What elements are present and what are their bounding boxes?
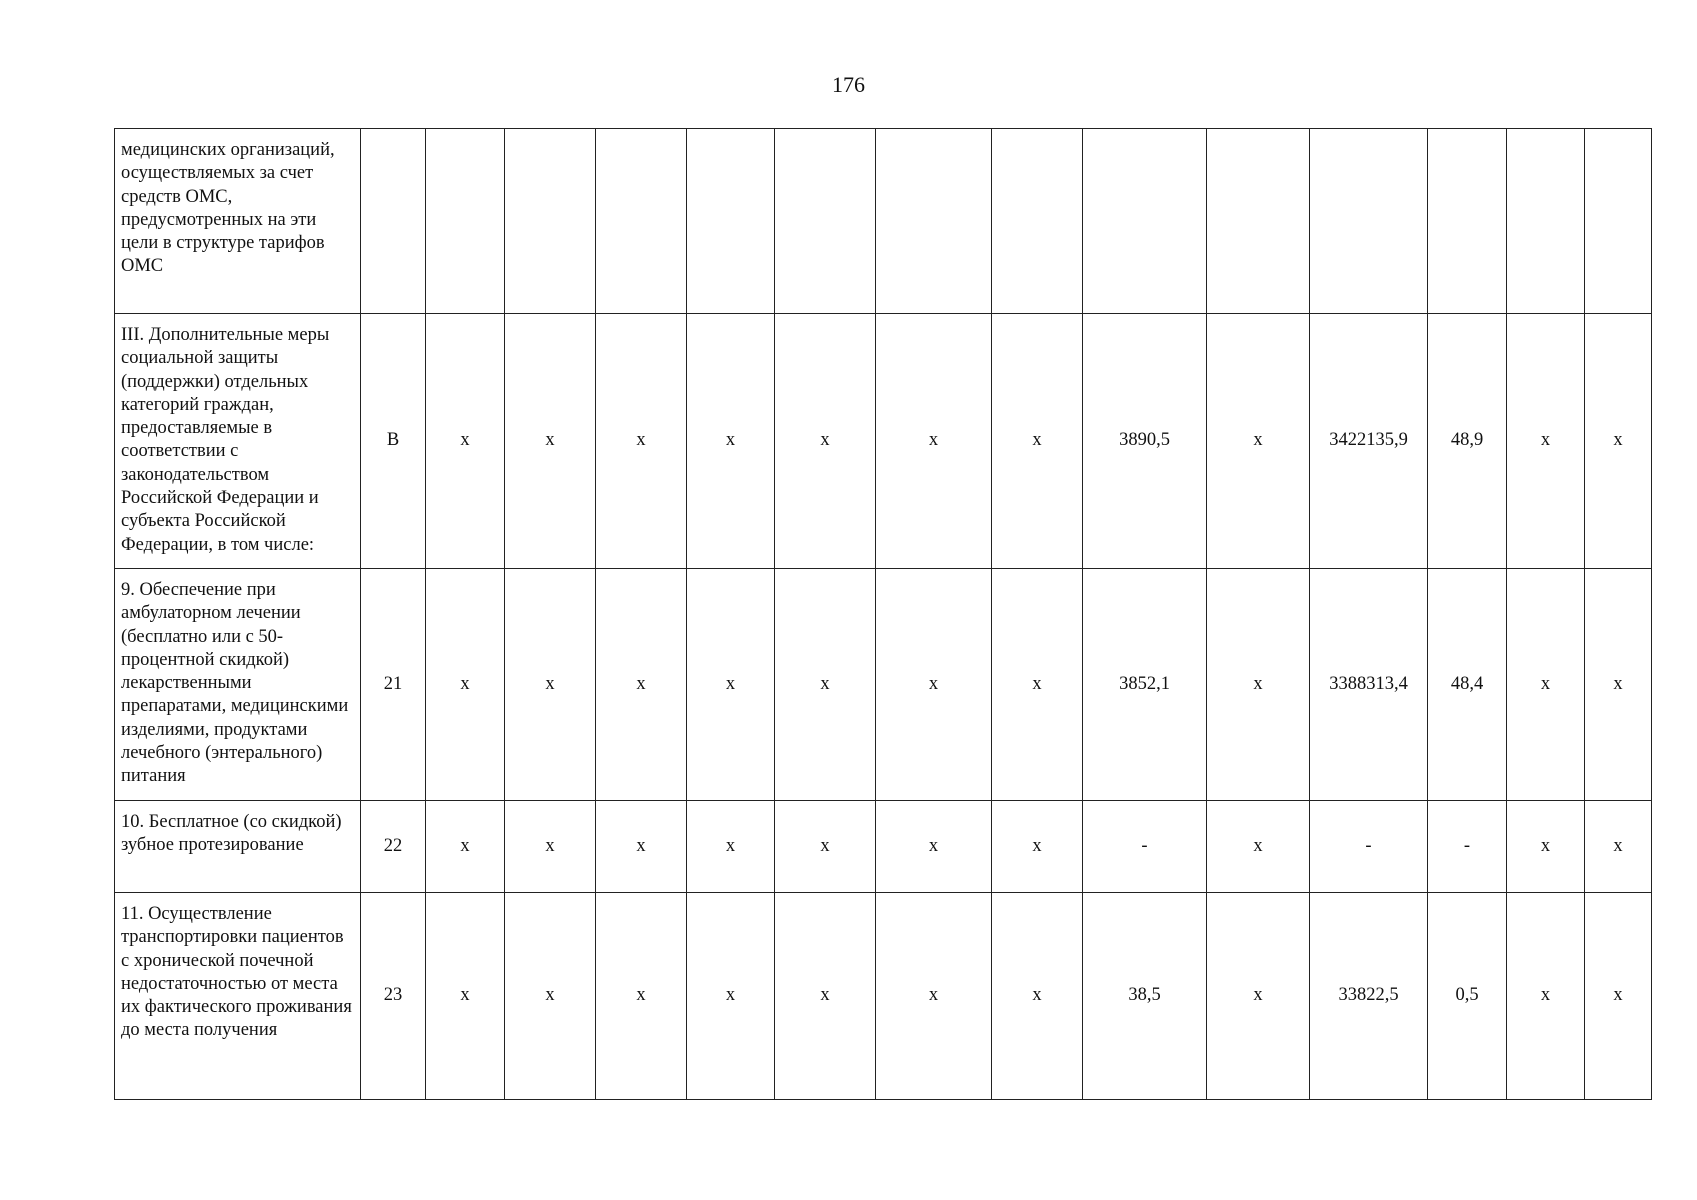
value-cell: 48,4	[1428, 569, 1507, 801]
value-cell: х	[596, 569, 687, 801]
page-number: 176	[832, 72, 865, 97]
value-cell: х	[687, 801, 775, 893]
value-cell	[1083, 129, 1207, 314]
row-item-9	[115, 569, 1652, 801]
value-cell: х	[876, 314, 992, 569]
value-cell: х	[1207, 893, 1310, 1100]
value-cell: 0,5	[1428, 893, 1507, 1100]
value-cell: х	[992, 801, 1083, 893]
row-item-10	[115, 801, 1652, 893]
value-cell: х	[992, 569, 1083, 801]
row-section-iii	[115, 314, 1652, 569]
value-cell: -	[1083, 801, 1207, 893]
value-cell: 3890,5	[1083, 314, 1207, 569]
value-cell: х	[1507, 893, 1585, 1100]
value-cell: 3852,1	[1083, 569, 1207, 801]
row-code-cell: 23	[361, 893, 426, 1100]
value-cell	[596, 129, 687, 314]
value-cell: х	[1585, 314, 1652, 569]
value-cell: х	[876, 801, 992, 893]
value-cell: х	[1207, 801, 1310, 893]
value-cell: х	[1507, 314, 1585, 569]
row-code-cell: 22	[361, 801, 426, 893]
row-code-cell: 21	[361, 569, 426, 801]
value-cell: х	[775, 314, 876, 569]
value-cell: х	[505, 801, 596, 893]
value-cell	[1507, 129, 1585, 314]
value-cell	[1207, 129, 1310, 314]
row-continuation	[115, 129, 1652, 314]
row-code-cell	[361, 129, 426, 314]
value-cell: х	[426, 569, 505, 801]
value-cell: х	[687, 569, 775, 801]
value-cell: х	[596, 893, 687, 1100]
value-cell	[1585, 129, 1652, 314]
value-cell: х	[1507, 801, 1585, 893]
value-cell: х	[876, 893, 992, 1100]
row-description: 11. Осуществление транспортировки пациентов с хронической почечной недостаточностью от места их фактического проживания до места получения	[115, 893, 361, 1100]
value-cell: х	[426, 801, 505, 893]
row-item-11	[115, 893, 1652, 1100]
value-cell: х	[992, 314, 1083, 569]
value-cell: -	[1310, 801, 1428, 893]
value-cell: 48,9	[1428, 314, 1507, 569]
value-cell: х	[426, 314, 505, 569]
value-cell: х	[1207, 314, 1310, 569]
row-description: 10. Бесплатное (со скидкой) зубное протезирование	[115, 801, 361, 893]
value-cell: х	[1585, 893, 1652, 1100]
row-description: медицинских организаций, осуществляемых за счет средств ОМС, предусмотренных на эти цели в структуре тарифов ОМС	[115, 129, 361, 314]
value-cell: х	[775, 801, 876, 893]
value-cell: 33822,5	[1310, 893, 1428, 1100]
value-cell: 38,5	[1083, 893, 1207, 1100]
value-cell: х	[1507, 569, 1585, 801]
row-description: III. Дополнительные меры социальной защиты (поддержки) отдельных категорий граждан, предоставляемые в соответствии с законодательством Российской Федерации и субъекта Российской Федерации, в том числе:	[115, 314, 361, 569]
value-cell: х	[687, 893, 775, 1100]
value-cell: х	[992, 893, 1083, 1100]
value-cell: -	[1428, 801, 1507, 893]
value-cell	[505, 129, 596, 314]
value-cell: х	[876, 569, 992, 801]
value-cell: х	[505, 569, 596, 801]
value-cell	[1310, 129, 1428, 314]
value-cell	[687, 129, 775, 314]
value-cell: х	[505, 314, 596, 569]
value-cell: х	[687, 314, 775, 569]
value-cell: х	[1585, 801, 1652, 893]
row-description: 9. Обеспечение при амбулаторном лечении (бесплатно или с 50-процентной скидкой) лекарственными препаратами, медицинскими изделиями, продуктами лечебного (энтерального) питания	[115, 569, 361, 801]
table-body	[115, 129, 1652, 1100]
value-cell	[1428, 129, 1507, 314]
value-cell: х	[1207, 569, 1310, 801]
value-cell: х	[426, 893, 505, 1100]
value-cell: х	[596, 801, 687, 893]
value-cell: х	[775, 569, 876, 801]
value-cell: х	[505, 893, 596, 1100]
value-cell: 3422135,9	[1310, 314, 1428, 569]
value-cell	[775, 129, 876, 314]
value-cell: х	[596, 314, 687, 569]
value-cell: х	[775, 893, 876, 1100]
value-cell	[426, 129, 505, 314]
value-cell: х	[1585, 569, 1652, 801]
data-table	[114, 128, 1652, 1100]
value-cell: 3388313,4	[1310, 569, 1428, 801]
value-cell	[992, 129, 1083, 314]
value-cell	[876, 129, 992, 314]
row-code-cell: В	[361, 314, 426, 569]
